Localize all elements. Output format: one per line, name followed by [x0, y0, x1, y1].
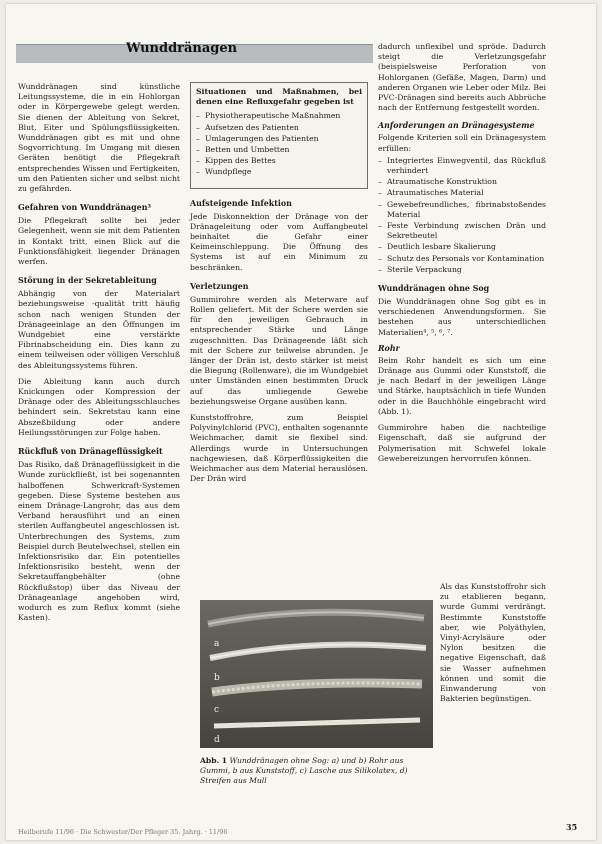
- box-title: Situationen und Maßnahmen, bei denen eine Refluxgefahr gegeben ist: [196, 87, 362, 107]
- page-title: Wunddränagen: [126, 41, 238, 56]
- drainage-photo: [200, 600, 433, 748]
- box-item: – Umlagerungen des Patienten: [196, 134, 362, 144]
- paragraph-stoerung-2: Die Ableitung kann auch durch Knickungen oder Kompression der Dränage oder des Ableitungsschlauches behindert sein. Sekretstau kann eine Abszeßbildung oder andere Heilungsstörungen zur Folge haben.: [18, 376, 180, 437]
- page-number: 35: [566, 822, 578, 832]
- paragraph-rueckfluss: Das Risiko, daß Dränageflüssigkeit in die Wunde zurückfließt, ist bei sogenannten halboffenen Schwerkraft-Systemen gegeben. Diese Systeme bestehen aus einem Dränage-Langrohr, das aus dem Verband herausführt und an einen sterilen Auffangbeutel angeschlossen ist. Unterbrechungen des Systems, zum Beispiel durch Beutelwechsel, stellen ein Infektionsrisiko dar. Ein potentielles Infektionsrisiko besteht, wenn der Sekretauffangbehälter (ohne Rückflußstop) über das Niveau der Dränageanlage angehoben wird, wodurch es zum Reflux kommt (siehe Kasten).: [18, 460, 180, 623]
- paragraph-continued: dadurch unflexibel und spröde. Dadurch steigt die Verletzungsgefahr (beispielsweise Perforation von Hohlorganen (Gefäße, Magen, Darm) und anderen Organen wie Leber oder Milz. Bei PVC-Dränagen sind bereits auch Abbrüche nach der Entfernung festgestellt worden.: [378, 42, 546, 113]
- paragraph-rohr-2: Gummirohre haben die nachteilige Eigenschaft, daß sie aufgrund der Polymerisation mit Schwefel lokale Gewebereizungen hervorrufen können.: [378, 423, 546, 463]
- footer-text: Heilberufe 11/96 · Die Schwester/Der Pfleger 35. Jahrg. · 11/96: [18, 828, 228, 836]
- requirement-item: – Atraumatische Konstruktion: [378, 177, 546, 187]
- paragraph-rohr-1: Beim Rohr handelt es sich um eine Dränage aus Gummi oder Kunststoff, die je nach Bedarf in der jeweiligen Länge und Stärke, hauptsächlich in tiefe Wunden oder in die Bauchhöhle eingebracht wird (Abb. 1).: [378, 355, 546, 416]
- box-list: [196, 111, 362, 177]
- box-item: – Aufsetzen des Patienten: [196, 123, 362, 133]
- heading-verletzung: Verletzungen: [190, 281, 249, 291]
- caption-text: Wunddränagen ohne Sog: a) und b) Rohr aus Gummi, b aus Kunststoff, c) Lasche aus Silikolatex, d) Streifen aus Mull: [200, 756, 408, 785]
- box-item: – Wundpflege: [196, 167, 362, 177]
- heading-gefahren: Gefahren von Wunddränagen³: [18, 203, 151, 213]
- heading-rueckfluss: Rückfluß von Dränageflüssigkeit: [18, 447, 163, 457]
- column-3-side-text: [440, 582, 546, 704]
- paragraph-anforderungen: Folgende Kriterien soll ein Dränagesystem erfüllen:: [378, 133, 546, 153]
- requirement-item: – Atraumatisches Material: [378, 188, 546, 198]
- requirement-item: – Gewebefreundliches, fibrinabstoßendes Material: [378, 200, 546, 220]
- drainage-photo-svg: [200, 600, 433, 748]
- figure-label-a: a: [214, 639, 220, 649]
- box-item: – Kippen des Bettes: [196, 156, 362, 166]
- requirement-item: – Deutlich lesbare Skalierung: [378, 242, 546, 252]
- paragraph-ohne-sog: Die Wunddränagen ohne Sog gibt es in verschiedenen Anwendungsformen. Sie bestehen aus unterschiedlichen Materialien⁴, ⁵, ⁶, ⁷.: [378, 297, 546, 337]
- heading-infektion: Aufsteigende Infektion: [190, 198, 292, 208]
- paragraph-gefahren: Die Pflegekraft sollte bei jeder Gelegenheit, wenn sie mit dem Patienten in Kontakt tritt, einen Blick auf die Funktionsfähigkeit liegender Dränagen werfen.: [18, 216, 180, 267]
- requirement-item: – Feste Verbindung zwischen Drän und Sekretbeutel: [378, 221, 546, 241]
- paragraph-stoerung-1: Abhängig von der Materialart beziehungsweise -qualität tritt häufig schon nach wenigen Stunden der Dränageeinlage an den Öffnungen im Wundgebiet eine verstärkte Fibrinabscheidung ein. Dies kann zu einem teilweisen oder völligen Verschluß des Ableitungssystems führen.: [18, 289, 180, 370]
- heading-anforderungen: Anforderungen an Dränagesysteme: [378, 121, 535, 131]
- heading-rohr: Rohr: [378, 343, 400, 353]
- column-3: [378, 42, 546, 470]
- paragraph-infektion: Jede Diskonnektion der Dränage von der Dränageleitung oder vom Auffangbeutel beinhaltet die Gefahr einer Keimeinschleppung. Die Öffnung des Systems ist auf ein Minimum zu beschränken.: [190, 211, 368, 272]
- column-2: [190, 82, 368, 491]
- figure-label-b: b: [214, 673, 220, 683]
- requirement-item: – Schutz des Personals vor Kontamination: [378, 254, 546, 264]
- column-1: [18, 82, 180, 629]
- intro-paragraph: Wunddränagen sind künstliche Leitungssysteme, die in ein Hohlorgan oder in Körpergewebe gelegt werden. Sie dienen der Ableitung von Sekret, Blut, Eiter und Spülungsflüssigkeiten. Wunddränagen gibt es mit und ohne Sogvorrichtung. Im Umgang mit diesen Geräten benötigt die Pflegekraft entsprechendes Wissen und Fertigkeiten, um den Patienten sicher und selbst nicht zu gefährden.: [18, 82, 180, 194]
- paragraph-verletzung-1: Gummirohre werden als Meterware auf Rollen geliefert. Mit der Schere werden sie für den jeweiligen Gebrauch in entsprechender Stärke und Länge zugeschnitten. Das Dränageende läßt sich mit der Schere zur teilweise abrunden. Je länger der Drän ist, desto stärker ist meist die Biegung (Rollenware), die im Wundgebiet unter Umständen einen bestimmten Druck auf das umliegende Gewebe beziehungsweise Organe ausüben kann.: [190, 294, 368, 406]
- figure-caption: [200, 756, 433, 786]
- requirement-item: – Sterile Verpackung: [378, 265, 546, 275]
- box-item: – Betten und Umbetten: [196, 145, 362, 155]
- heading-stoerung: Störung in der Sekretableitung: [18, 276, 157, 286]
- figure-label-c: c: [214, 705, 220, 715]
- requirement-item: – Integriertes Einwegventil, das Rückfluß verhindert: [378, 156, 546, 176]
- requirements-list: [378, 156, 546, 275]
- caption-lead: Abb. 1: [200, 756, 228, 765]
- paragraph-kunststoff: Als das Kunststoffrohr sich zu etablieren begann, wurde Gummi verdrängt. Bestimmte Kunststoffe aber, wie Polyäthylen, Vinyl-Acrylsäure oder Nylon besitzen die negative Eigenschaft, daß sie Wasser aufnehmen können und somit die Einwanderung von Bakterien begünstigen.: [440, 582, 546, 704]
- heading-ohne-sog: Wunddränagen ohne Sog: [378, 284, 490, 294]
- reflux-info-box: [190, 82, 368, 189]
- figure-label-d: d: [214, 735, 220, 745]
- paragraph-verletzung-2: Kunststoffrohre, zum Beispiel Polyvinylchlorid (PVC), enthalten sogenannte Weichmacher, damit sie flexibel sind. Allerdings wurde in Untersuchungen nachgewiesen, daß Körperflüssigkeiten die Weichmacher aus dem Material herauslösen. Der Drän wird: [190, 413, 368, 484]
- box-item: – Physiotherapeutische Maßnahmen: [196, 111, 362, 121]
